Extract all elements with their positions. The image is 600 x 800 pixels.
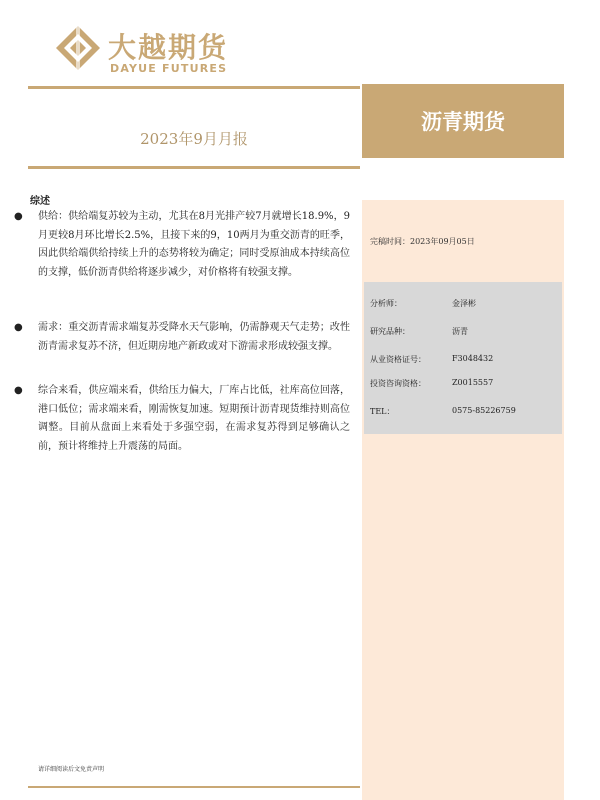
bullet-dot-icon: ● [14,385,23,396]
info-key: TEL： [370,407,395,416]
header-rule-bottom [28,166,360,169]
info-key: 从业资格证号： [370,355,426,364]
bullet-dot-icon: ● [14,211,23,222]
bullet-dot-icon: ● [14,322,23,333]
brand-name-en: DAYUE FUTURES [110,62,228,75]
info-row-license [370,354,494,365]
dayue-diamond-logo-icon [54,24,102,74]
paragraph-supply: 供给：供给端复苏较为主动，尤其在8月光排产较7月就增长18.9%，9月更较8月环比增长2.5%，且接下来的9，10两月为重交沥青的旺季，因此供给端供给持续上升的态势将较为确定；同时受原油成本持续高位的支撑，低价沥青供给将逐步减少，对价格将有较强支撑。 [38,211,350,278]
info-value: 0575-85226759 [452,406,516,415]
brand-name-cn: 大越期货 [108,31,229,64]
section-heading: 综述 [30,196,50,207]
info-value: 金泽彬 [452,299,476,308]
paragraph-demand: 需求：重交沥青需求端复苏受降水天气影响，仍需静观天气走势；改性沥青需求复苏不济，但近期房地产新政或对下游需求形成较强支撑。 [38,322,350,352]
info-row-variety [370,326,468,337]
paragraph-summary: 综合来看，供应端来看，供给压力偏大，厂库占比低，社库高位回落，港口低位；需求端来看，刚需恢复加速。短期预计沥青现货维持则高位调整。目前从盘面上来看处于多强空弱，在需求复苏得到足够确认之前，预计将维持上升震荡的局面。 [38,385,350,452]
brand-logo [54,24,244,80]
completion-time: 完稿时间：2023年09月05日 [370,237,475,246]
info-row-consulting [370,378,494,389]
product-banner-label: 沥青期货 [421,110,505,134]
info-row-tel [370,406,516,417]
product-banner [362,84,564,158]
info-value: F3048432 [452,354,494,363]
info-key: 投资咨询资格： [370,379,426,388]
info-key: 研究品种： [370,327,410,336]
info-key: 分析师： [370,299,402,308]
info-row-analyst [370,298,476,309]
header-rule-top [28,86,360,89]
report-title: 2023年9月月报 [140,130,248,148]
footer-rule [28,786,360,788]
info-value: Z0015557 [452,378,494,387]
info-value: 沥青 [452,327,468,336]
disclaimer-note: 请详细阅读后文免责声明 [38,766,105,773]
